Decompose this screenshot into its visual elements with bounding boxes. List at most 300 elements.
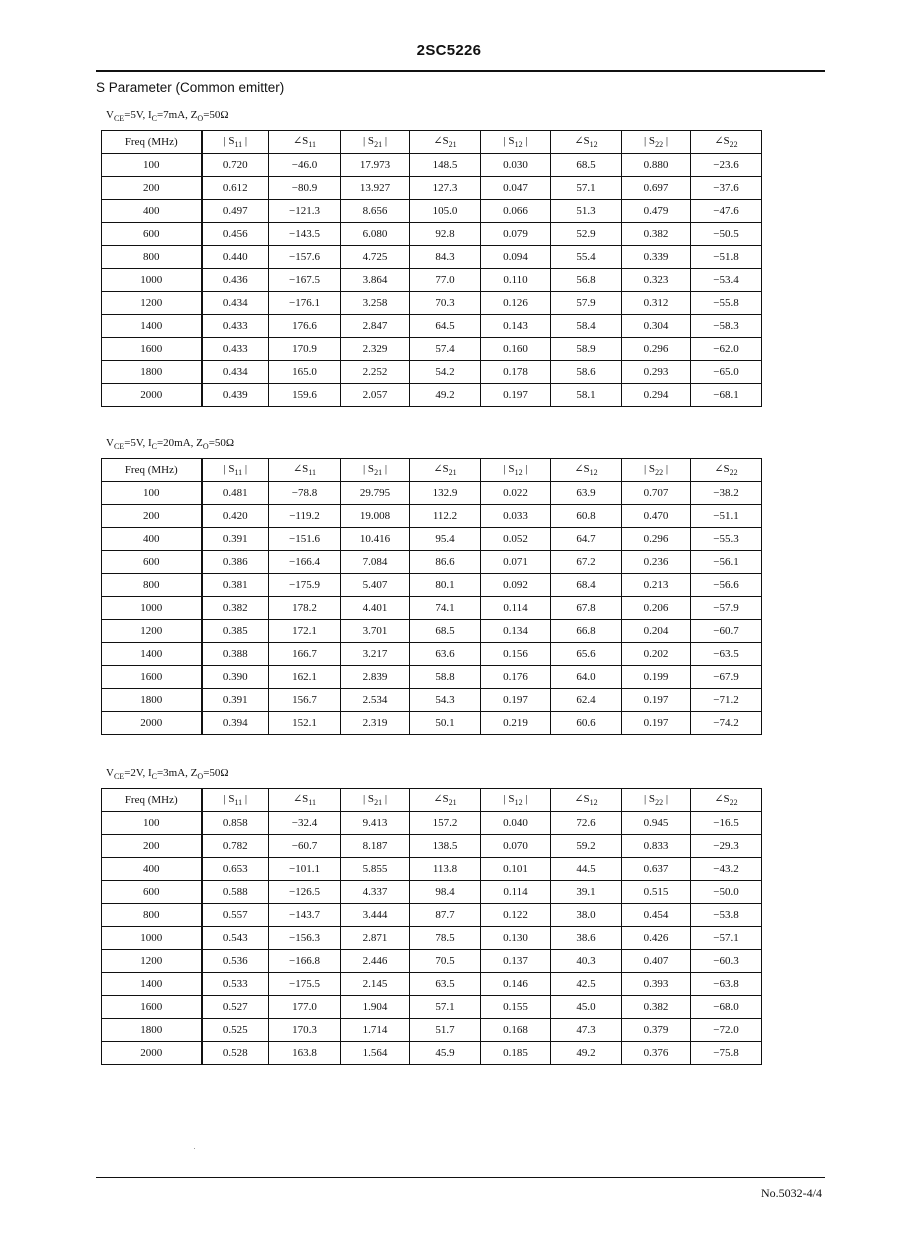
table-row [102,666,762,689]
table-cell: −143.7 [269,904,341,927]
table-cell: 0.481 [202,482,269,505]
column-header-tail: | [382,462,388,475]
table-cell: 0.376 [622,1042,691,1065]
table-cell: 1800 [102,361,202,384]
table-row [102,950,762,973]
column-header-subscript: 21 [448,798,457,808]
column-header [102,789,202,812]
table-cell: 64.0 [551,666,622,689]
table-cell: 45.0 [551,996,622,1019]
table-cell: 0.391 [202,689,269,712]
column-header [622,459,691,482]
table-cell: 0.296 [622,528,691,551]
table-cell: 0.197 [481,384,551,407]
table-cell: −56.1 [691,551,762,574]
table-cell: 0.146 [481,973,551,996]
condition-line: $V_{CE}=5V$, $I_C=20mA$, $Z_O=50\Omega$ [106,437,235,452]
table-cell: −167.5 [269,269,341,292]
table-cell: −126.5 [269,881,341,904]
table-cell: 0.697 [622,177,691,200]
table-cell: 1.714 [341,1019,410,1042]
column-header-tail: | [522,134,528,147]
table-cell: 1200 [102,950,202,973]
part-number-title: 2SC5226 [416,42,482,59]
table-cell: 0.420 [202,505,269,528]
table-cell: 0.497 [202,200,269,223]
table-cell: 0.379 [622,1019,691,1042]
table-cell: 0.296 [622,338,691,361]
table-cell: 40.3 [551,950,622,973]
table-cell: −46.0 [269,154,341,177]
table-cell: −68.0 [691,996,762,1019]
table-cell: 1.904 [341,996,410,1019]
table-cell: −157.6 [269,246,341,269]
column-header-label: | S [503,792,515,805]
column-header-subscript: 12 [589,798,598,808]
table-cell: −60.7 [691,620,762,643]
table-cell: 45.9 [410,1042,481,1065]
column-header [551,459,622,482]
table-cell: 52.9 [551,223,622,246]
table-cell: 2.871 [341,927,410,950]
column-header-subscript: 11 [234,468,243,478]
table-cell: 0.143 [481,315,551,338]
table-cell: 400 [102,200,202,223]
table-cell: 3.444 [341,904,410,927]
header-row [102,131,762,154]
table-cell: 100 [102,812,202,835]
table-cell: 2000 [102,384,202,407]
table-cell: 0.114 [481,597,551,620]
header-rule [96,70,825,72]
table-cell: −71.2 [691,689,762,712]
table-cell: 0.454 [622,904,691,927]
table-cell: −65.0 [691,361,762,384]
column-header-label: | S [223,462,235,475]
table-cell: 0.880 [622,154,691,177]
table-cell: −47.6 [691,200,762,223]
table-cell: 2.145 [341,973,410,996]
table-cell: 64.7 [551,528,622,551]
table-cell: 98.4 [410,881,481,904]
table-row [102,858,762,881]
scan-speck [194,1148,195,1149]
table-cell: 152.1 [269,712,341,735]
table-cell: 38.0 [551,904,622,927]
table-cell: 0.382 [622,223,691,246]
table-cell: −156.3 [269,927,341,950]
table-row [102,361,762,384]
table-row [102,246,762,269]
column-header-subscript: 12 [514,468,523,478]
table-row [102,1019,762,1042]
column-header [269,459,341,482]
table-cell: 74.1 [410,597,481,620]
table-cell: 5.407 [341,574,410,597]
table-cell: 62.4 [551,689,622,712]
table-cell: 0.525 [202,1019,269,1042]
column-header [202,459,269,482]
column-header-label: ∠S [714,793,730,806]
table-cell: −53.8 [691,904,762,927]
table-cell: 6.080 [341,223,410,246]
header-row [102,789,762,812]
table-cell: 157.2 [410,812,481,835]
column-header-tail: | [242,792,248,805]
table-cell: 57.1 [410,996,481,1019]
table-cell: 200 [102,177,202,200]
column-header [202,131,269,154]
table-cell: 600 [102,881,202,904]
table-cell: 60.8 [551,505,622,528]
header-row [102,459,762,482]
table-cell: 50.1 [410,712,481,735]
table-row [102,689,762,712]
table-cell: 0.052 [481,528,551,551]
column-header-subscript: 11 [308,798,317,808]
table-cell: 2000 [102,1042,202,1065]
table-cell: 0.434 [202,292,269,315]
table-cell: 0.155 [481,996,551,1019]
table-cell: 70.3 [410,292,481,315]
column-header-label: ∠S [433,463,449,476]
column-header [622,789,691,812]
column-header-tail: | [522,462,528,475]
table-cell: 2.534 [341,689,410,712]
table-cell: 58.1 [551,384,622,407]
table-cell: 0.653 [202,858,269,881]
table-cell: 170.3 [269,1019,341,1042]
table-cell: 0.386 [202,551,269,574]
column-header-label: ∠S [292,793,309,806]
table-cell: 0.390 [202,666,269,689]
column-header [410,789,481,812]
column-header-label: | S [643,792,656,805]
table-cell: 1.564 [341,1042,410,1065]
table-cell: 163.8 [269,1042,341,1065]
column-header-tail: | [663,462,669,475]
table-cell: 5.855 [341,858,410,881]
column-header-subscript: 22 [729,798,738,808]
s-parameter-table [101,788,762,1065]
table-cell: 400 [102,858,202,881]
column-header-label: | S [223,134,235,147]
column-header-label: ∠S [574,793,590,806]
table-cell: 2.057 [341,384,410,407]
table-cell: 200 [102,835,202,858]
table-cell: −119.2 [269,505,341,528]
condition-zo: 50Ω [209,767,229,779]
table-cell: −67.9 [691,666,762,689]
table-cell: 2.847 [341,315,410,338]
column-header-subscript: 12 [514,140,523,150]
table-cell: 112.2 [410,505,481,528]
table-cell: −175.9 [269,574,341,597]
table-cell: 176.6 [269,315,341,338]
table-cell: 1400 [102,643,202,666]
table-cell: 3.864 [341,269,410,292]
table-row [102,835,762,858]
table-cell: 0.533 [202,973,269,996]
table-cell: 0.528 [202,1042,269,1065]
column-header [691,131,762,154]
table-cell: −16.5 [691,812,762,835]
column-header-subscript: 21 [374,140,383,150]
table-cell: 800 [102,246,202,269]
table-cell: 0.470 [622,505,691,528]
column-header-label: ∠S [714,135,730,148]
table-cell: 47.3 [551,1019,622,1042]
table-cell: −175.5 [269,973,341,996]
column-header-tail: | [382,792,388,805]
table-row [102,505,762,528]
table-cell: 3.701 [341,620,410,643]
table-cell: 0.391 [202,528,269,551]
column-header [551,131,622,154]
column-header [341,459,410,482]
table-cell: −57.9 [691,597,762,620]
table-cell: 0.588 [202,881,269,904]
table-cell: 3.217 [341,643,410,666]
table-cell: 0.833 [622,835,691,858]
table-cell: 1400 [102,973,202,996]
table-cell: 57.1 [551,177,622,200]
table-cell: 0.122 [481,904,551,927]
column-header [481,459,551,482]
table-cell: 156.7 [269,689,341,712]
table-cell: 49.2 [551,1042,622,1065]
column-header [341,789,410,812]
column-header-label: | S [643,134,656,147]
table-cell: 800 [102,574,202,597]
column-header-label: ∠S [433,135,449,148]
table-cell: −101.1 [269,858,341,881]
table-cell: 0.304 [622,315,691,338]
column-header-subscript: 11 [308,140,317,150]
column-header-label: | S [503,134,515,147]
condition-zo: 50Ω [209,109,229,121]
table-cell: 2.319 [341,712,410,735]
column-header-label: ∠S [574,463,590,476]
table-cell: −60.7 [269,835,341,858]
table-cell: 4.401 [341,597,410,620]
column-header-tail: | [242,462,248,475]
table-cell: 0.436 [202,269,269,292]
table-cell: −38.2 [691,482,762,505]
column-header [551,789,622,812]
table-row [102,712,762,735]
condition-ic: 7mA [163,109,186,121]
table-cell: 0.040 [481,812,551,835]
table-cell: −74.2 [691,712,762,735]
column-header [691,459,762,482]
column-header [410,459,481,482]
column-header-label: ∠S [433,793,449,806]
column-header-tail: | [663,792,669,805]
table-row [102,177,762,200]
column-header [622,131,691,154]
table-cell: −63.8 [691,973,762,996]
table-cell: 1000 [102,597,202,620]
table-cell: 55.4 [551,246,622,269]
table-cell: 51.7 [410,1019,481,1042]
table-cell: 7.084 [341,551,410,574]
condition-vce: 5V [130,109,143,121]
table-cell: 0.047 [481,177,551,200]
table-cell: 800 [102,904,202,927]
table-cell: 0.219 [481,712,551,735]
table-cell: 38.6 [551,927,622,950]
table-cell: −43.2 [691,858,762,881]
column-header [481,789,551,812]
table-cell: 0.433 [202,338,269,361]
table-row [102,881,762,904]
column-header-subscript: 21 [374,468,383,478]
table-cell: 0.092 [481,574,551,597]
table-cell: 57.9 [551,292,622,315]
column-header [269,789,341,812]
table-cell: −78.8 [269,482,341,505]
table-cell: −72.0 [691,1019,762,1042]
table-cell: 159.6 [269,384,341,407]
column-header-subscript: 11 [308,468,317,478]
table-cell: 68.5 [410,620,481,643]
table-cell: 58.6 [551,361,622,384]
table-cell: 92.8 [410,223,481,246]
table-cell: 66.8 [551,620,622,643]
table-row [102,154,762,177]
table-cell: 95.4 [410,528,481,551]
table-cell: 178.2 [269,597,341,620]
table-cell: 1800 [102,1019,202,1042]
column-header-tail: | [382,134,388,147]
footer-rule [96,1177,825,1178]
table-cell: 51.3 [551,200,622,223]
column-header-subscript: 12 [589,140,598,150]
table-cell: 0.388 [202,643,269,666]
table-cell: 60.6 [551,712,622,735]
column-header-subscript: 12 [589,468,598,478]
column-header [202,789,269,812]
column-header-subscript: 22 [655,798,664,808]
table-cell: 87.7 [410,904,481,927]
column-header-label: Freq (MHz) [124,794,178,806]
condition-line: $V_{CE}=5V$, $I_C=7mA$, $Z_O=50\Omega$ [106,109,229,124]
column-header [691,789,762,812]
table-cell: −80.9 [269,177,341,200]
table-cell: 0.433 [202,315,269,338]
table-cell: 0.030 [481,154,551,177]
table-cell: 2.839 [341,666,410,689]
table-cell: 80.1 [410,574,481,597]
table-cell: 0.456 [202,223,269,246]
table-cell: −56.6 [691,574,762,597]
column-header-subscript: 21 [374,798,383,808]
column-header-tail: | [663,134,669,147]
column-header-label: | S [362,462,375,475]
document-number: No.5032-4/4 [761,1186,822,1200]
table-cell: −50.0 [691,881,762,904]
table-cell: 0.033 [481,505,551,528]
table-cell: 8.187 [341,835,410,858]
table-cell: 63.5 [410,973,481,996]
table-cell: 0.720 [202,154,269,177]
table-row [102,338,762,361]
condition-zo: 50Ω [214,437,235,449]
table-cell: −62.0 [691,338,762,361]
table-cell: 0.637 [622,858,691,881]
table-cell: 113.8 [410,858,481,881]
table-cell: 65.6 [551,643,622,666]
table-cell: −151.6 [269,528,341,551]
table-cell: 78.5 [410,927,481,950]
table-cell: 54.2 [410,361,481,384]
table-cell: 162.1 [269,666,341,689]
table-cell: 0.199 [622,666,691,689]
table-cell: 64.5 [410,315,481,338]
table-cell: 1400 [102,315,202,338]
table-cell: 29.795 [341,482,410,505]
table-cell: −68.1 [691,384,762,407]
table-cell: 56.8 [551,269,622,292]
table-cell: 0.479 [622,200,691,223]
column-header-tail: | [522,792,528,805]
table-cell: 0.197 [481,689,551,712]
column-header-subscript: 22 [729,140,738,150]
table-cell: 0.156 [481,643,551,666]
table-cell: 0.294 [622,384,691,407]
table-cell: 0.385 [202,620,269,643]
table-cell: 2.252 [341,361,410,384]
table-cell: 0.323 [622,269,691,292]
table-cell: 44.5 [551,858,622,881]
table-cell: 1600 [102,338,202,361]
table-cell: 0.557 [202,904,269,927]
table-cell: 0.066 [481,200,551,223]
table-row [102,292,762,315]
table-row [102,528,762,551]
table-cell: 127.3 [410,177,481,200]
table-cell: 0.204 [622,620,691,643]
table-cell: 3.258 [341,292,410,315]
table-cell: 0.137 [481,950,551,973]
table-row [102,904,762,927]
table-cell: 1000 [102,269,202,292]
table-cell: 0.612 [202,177,269,200]
table-cell: 0.426 [622,927,691,950]
table-cell: 1600 [102,996,202,1019]
column-header-subscript: 21 [448,468,457,478]
table-row [102,200,762,223]
column-header [269,131,341,154]
table-cell: 0.206 [622,597,691,620]
condition-vce: 5V [130,437,143,449]
table-cell: 0.707 [622,482,691,505]
table-cell: −60.3 [691,950,762,973]
table-cell: 10.416 [341,528,410,551]
table-cell: 4.337 [341,881,410,904]
column-header [410,131,481,154]
condition-ic: 3mA [163,767,186,779]
table-cell: 2000 [102,712,202,735]
table-cell: 0.434 [202,361,269,384]
condition-ic: 20mA [163,437,191,449]
table-cell: 58.9 [551,338,622,361]
table-row [102,223,762,246]
table-cell: 0.114 [481,881,551,904]
column-header-subscript: 22 [729,468,738,478]
table-cell: 170.9 [269,338,341,361]
